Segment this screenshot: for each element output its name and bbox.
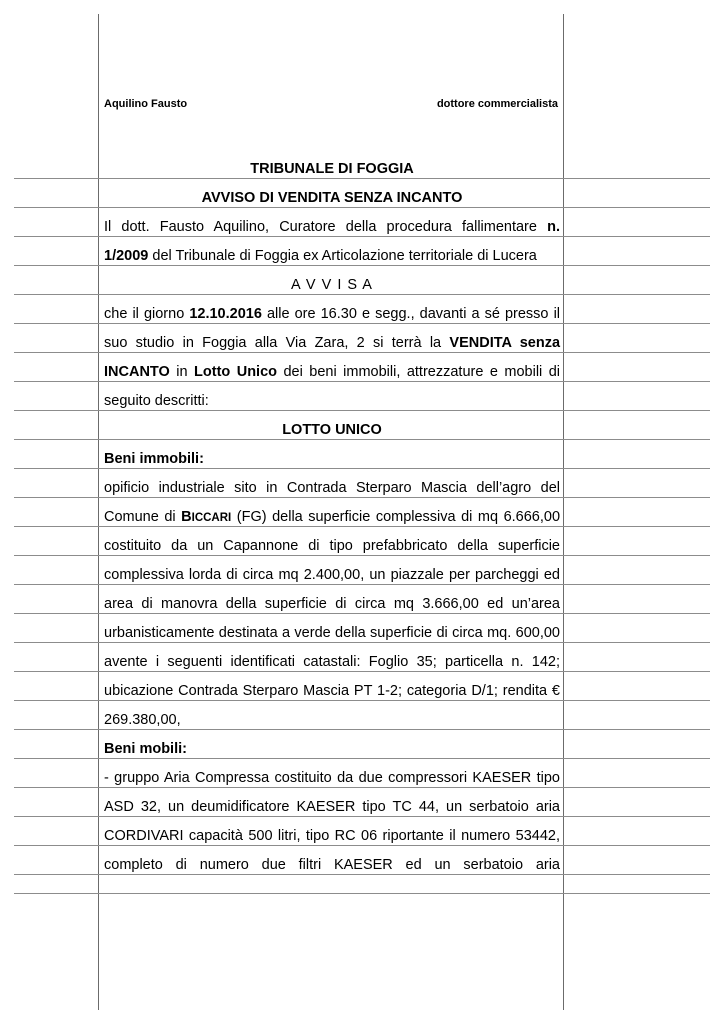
sale-line-1: che il giorno 12.10.2016 alle ore 16.30 e segg., davanti a sé presso il [104,306,561,322]
immobili-title: Beni immobili: [104,451,204,467]
rule-line [14,468,710,469]
lotto-title: LOTTO UNICO [282,422,382,438]
rule-line [14,642,710,643]
sale-line-2: suo studio in Foggia alla Via Zara, 2 si terrà la VENDITA senza [104,335,561,351]
rule-line [14,584,710,585]
rule-line [14,845,710,846]
immobili-line-7: avente i seguenti identificati catastali: Foglio 35; particella n. 142; [104,654,560,670]
rule-line [14,381,710,382]
mobili-line-4: completo di numero due filtri KAESER ed un serbatoio aria [104,857,560,873]
avvisa-heading: A V V I S A [291,277,373,293]
immobili-line-3: costituito da un Capannone di tipo prefabbricato della superficie [104,538,560,554]
comune-name: BICCARI [181,509,232,525]
immobili-line-1: opificio industriale sito in Contrada Sterparo Mascia dell’agro del [104,480,560,496]
rule-line [14,439,710,440]
immobili-line-8: ubicazione Contrada Sterparo Mascia PT 1-2; categoria D/1; rendita € [104,683,560,699]
rule-line [14,236,710,237]
mobili-line-2: ASD 32, un deumidificatore KAESER tipo TC 44, un serbatoio aria [104,799,560,815]
rule-line [14,893,710,894]
header-profession: dottore commercialista [436,98,558,110]
right-margin-line [563,14,564,1010]
rule-line [14,352,710,353]
rule-line [14,671,710,672]
header-author: Aquilino Fausto [104,98,188,110]
rule-line [14,294,710,295]
rule-line [14,178,710,179]
left-margin-line [98,14,99,1010]
immobili-line-9: 269.380,00, [104,712,181,728]
immobili-line-2: Comune di BICCARI (FG) della superficie complessiva di mq 6.666,00 [104,509,561,525]
sale-line-3: INCANTO in Lotto Unico dei beni immobili, attrezzature e mobili di [104,364,561,380]
rule-line [14,265,710,266]
rule-line [14,874,710,875]
immobili-line-6: urbanisticamente destinata a verde della superficie di circa mq. 600,00 [104,625,560,641]
rule-line [14,700,710,701]
mobili-title: Beni mobili: [104,741,187,757]
sale-line-4: seguito descritti: [104,393,209,409]
rule-line [14,497,710,498]
intro-line-1: Il dott. Fausto Aquilino, Curatore della procedura fallimentare n. [104,219,560,235]
notice-title: AVVISO DI VENDITA SENZA INCANTO [201,190,463,206]
immobili-line-4: complessiva lorda di circa mq 2.400,00, un piazzale per parcheggi ed [104,567,560,583]
sale-date: 12.10.2016 [189,306,262,322]
rule-line [14,323,710,324]
rule-line [14,207,710,208]
rule-line [14,758,710,759]
rule-line [14,729,710,730]
rule-line [14,555,710,556]
rule-line [14,787,710,788]
rule-line [14,410,710,411]
mobili-line-3: CORDIVARI capacità 500 litri, tipo RC 06 riportante il numero 53442, [104,828,560,844]
rule-line [14,613,710,614]
mobili-line-1: - gruppo Aria Compressa costituito da due compressori KAESER tipo [104,770,560,786]
intro-line-2: 1/2009 del Tribunale di Foggia ex Articolazione territoriale di Lucera [104,248,537,264]
immobili-line-5: area di manovra della superficie di circa mq 3.666,00 ed un’area [104,596,560,612]
rule-line [14,816,710,817]
court-title: TRIBUNALE DI FOGGIA [250,161,414,177]
